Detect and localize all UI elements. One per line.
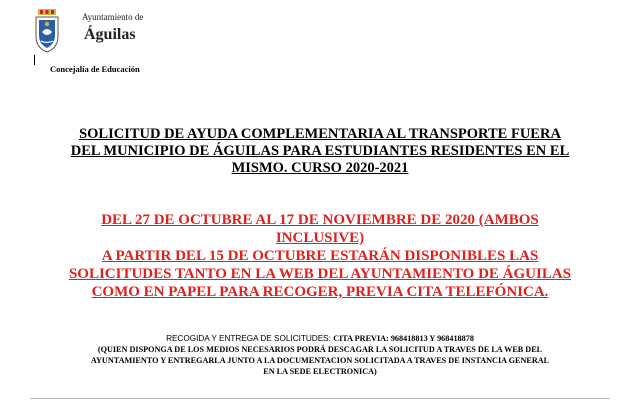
title-line: SOLICITUD DE AYUDA COMPLEMENTARIA AL TRANSPORTE FUERA bbox=[79, 126, 561, 142]
instructions-line: AYUNTAMIENTO Y ENTREGARLA JUNTO A LA DOCUMENTACION SOLICITADA A TRAVES DE INSTANCIA GENERAL bbox=[90, 356, 550, 365]
notice-line: INCLUSIVE) bbox=[275, 230, 365, 246]
header-divider bbox=[34, 55, 35, 65]
notice-line: DEL 27 DE OCTUBRE AL 17 DE NOVIEMBRE DE 2020 (AMBOS bbox=[101, 212, 539, 228]
department-name: Concejalía de Educación bbox=[50, 64, 140, 74]
submission-label: RECOGIDA Y ENTREGA DE SOLICITUDES: bbox=[166, 334, 334, 343]
title-line: DEL MUNICIPIO DE ÁGUILAS PARA ESTUDIANTES RESIDENTES EN EL bbox=[70, 143, 570, 159]
coat-of-arms-icon bbox=[32, 8, 62, 54]
council-label: Ayuntamiento de bbox=[82, 12, 144, 22]
instructions-line: (QUIEN DISPONGA DE LOS MEDIOS NECESARIOS PODRÁ DESCAGAR LA SOLICITUD A TRAVES DE LA WEB DEL bbox=[97, 345, 543, 354]
phone-numbers: CITA PREVIA: 968418813 Y 968418878 bbox=[333, 334, 474, 343]
document-title bbox=[20, 126, 620, 177]
town-name: Águilas bbox=[84, 26, 136, 43]
instructions-line: EN LA SEDE ELECTRONICA) bbox=[263, 367, 377, 376]
submission-info bbox=[30, 333, 610, 377]
letterhead bbox=[0, 0, 640, 80]
notice-line: SOLICITUDES TANTO EN LA WEB DEL AYUNTAMIENTO DE ÁGUILAS bbox=[68, 266, 572, 282]
application-period-notice bbox=[30, 211, 610, 301]
notice-line: COMO EN PAPEL PARA RECOGER, PREVIA CITA TELEFÓNICA. bbox=[91, 284, 549, 300]
title-line: MISMO. CURSO 2020-2021 bbox=[231, 160, 409, 176]
notice-line: A PARTIR DEL 15 DE OCTUBRE ESTARÁN DISPONIBLES LAS bbox=[101, 248, 539, 264]
bottom-divider bbox=[30, 398, 610, 399]
appointment-line bbox=[30, 333, 610, 344]
